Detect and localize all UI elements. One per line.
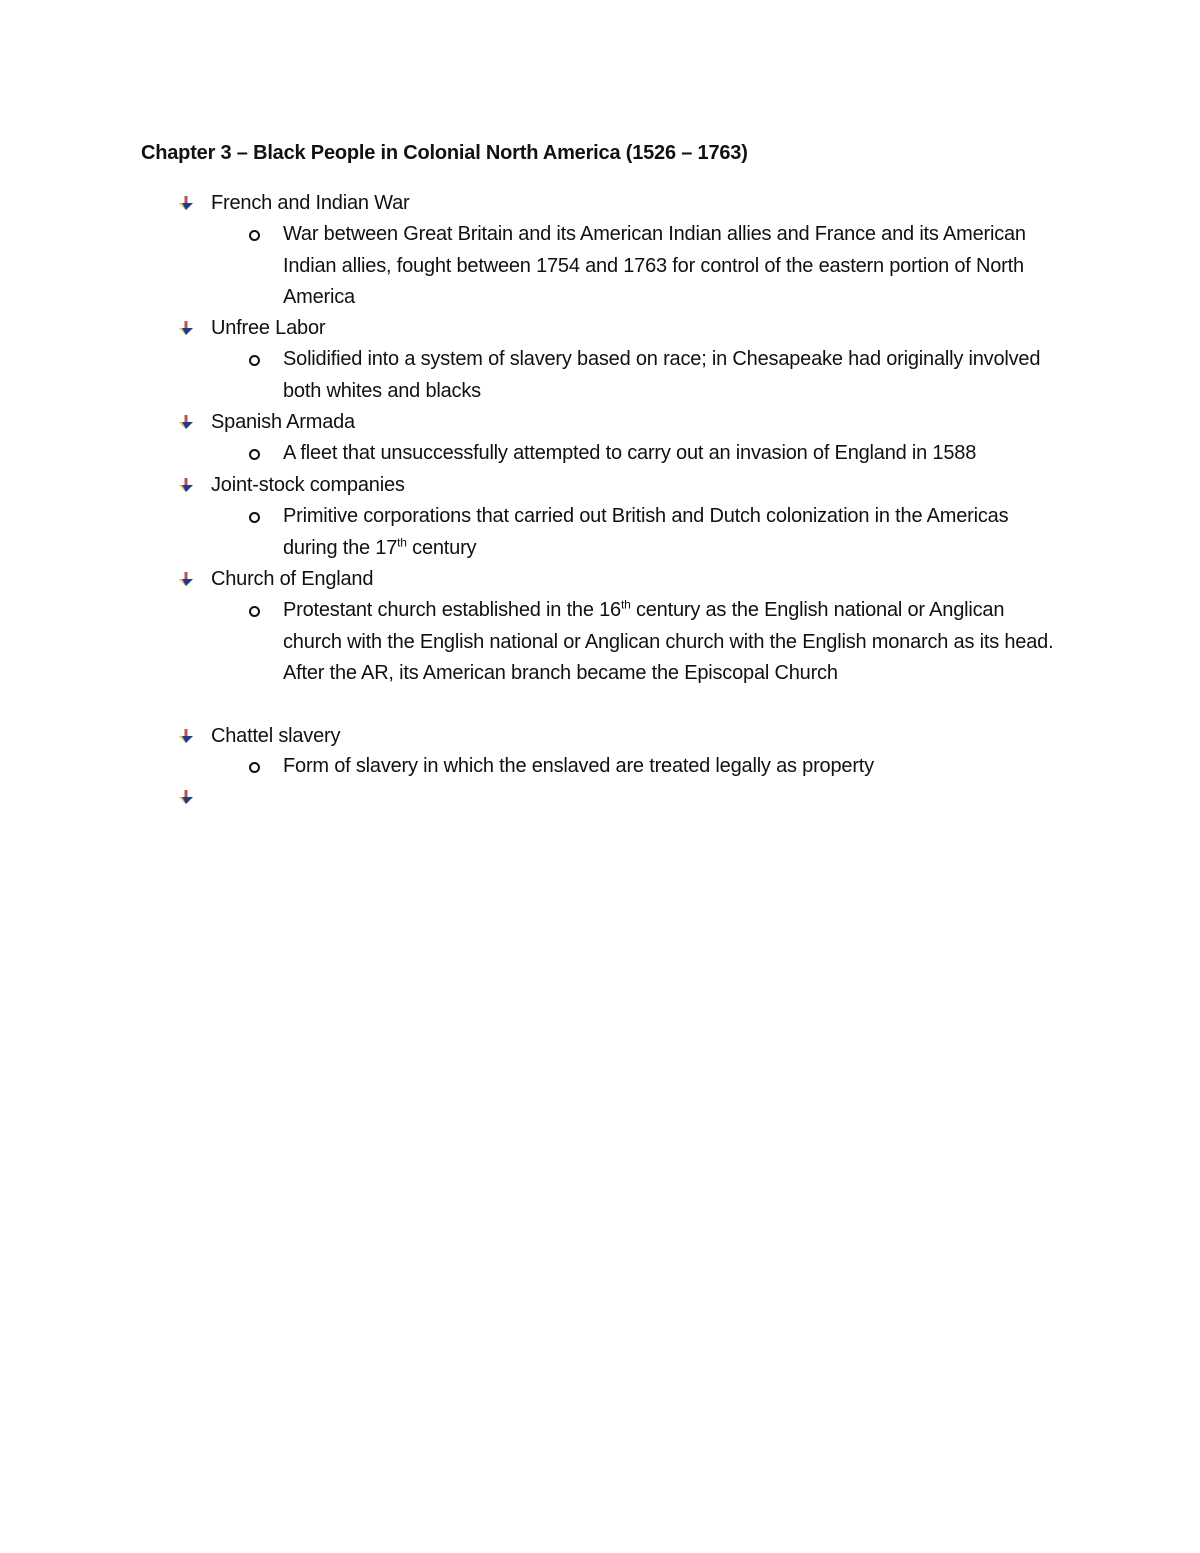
definition-text-part: century — [406, 536, 477, 559]
term-french-indian-war: French and Indian War — [211, 192, 410, 214]
definition-item — [248, 344, 1068, 407]
arrow-down-bullet-icon — [178, 195, 194, 211]
definition-text-part: century as the English national or Anglican church with the English national or Anglican church with the English monarch as its head. After the AR, its American branch became the Episcopal Church — [283, 599, 1054, 684]
superscript: th — [397, 534, 407, 549]
circle-bullet-icon — [249, 762, 260, 773]
definition-item — [248, 438, 1068, 470]
definition-item — [248, 501, 1068, 564]
term-chattel-slavery: Chattel slavery — [211, 725, 341, 747]
page-title: Chapter 3 – Black People in Colonial North America (1526 – 1763) — [141, 142, 748, 164]
term-unfree-labor: Unfree Labor — [211, 317, 326, 339]
definition-text: Form of slavery in which the enslaved are treated legally as property — [283, 755, 874, 777]
definition-item — [248, 595, 1068, 690]
superscript: th — [620, 597, 631, 612]
definition-text — [283, 595, 1068, 690]
circle-bullet-icon — [249, 512, 260, 523]
definition-text: War between Great Britain and its American Indian allies and France and its American Indian allies, fought between 1754 and 1763 for control of the eastern portion of North America — [283, 223, 1026, 308]
arrow-down-bullet-icon — [178, 571, 194, 587]
definition-text: A fleet that unsuccessfully attempted to carry out an invasion of England in 1588 — [283, 442, 977, 464]
arrow-down-bullet-icon — [178, 477, 194, 493]
definition-text — [283, 501, 1068, 564]
term-spanish-armada: Spanish Armada — [211, 411, 355, 433]
definition-text: Solidified into a system of slavery based on race; in Chesapeake had originally involved both whites and blacks — [283, 348, 1041, 402]
circle-bullet-icon — [249, 606, 260, 617]
definition-text-part: Protestant church established in the 16 — [283, 599, 621, 621]
definition-item — [248, 751, 1068, 783]
circle-bullet-icon — [249, 355, 260, 366]
arrow-down-bullet-icon — [178, 320, 194, 336]
definition-text-part: Primitive corporations that carried out British and Dutch colonization in the Americas during the 17 — [283, 505, 1009, 559]
arrow-down-bullet-icon — [178, 414, 194, 430]
arrow-down-bullet-icon — [178, 728, 194, 744]
term-joint-stock-companies: Joint-stock companies — [211, 474, 405, 496]
arrow-down-bullet-icon — [178, 789, 194, 805]
definition-item — [248, 219, 1068, 314]
circle-bullet-icon — [249, 449, 260, 460]
circle-bullet-icon — [249, 230, 260, 241]
term-church-of-england: Church of England — [211, 568, 374, 590]
